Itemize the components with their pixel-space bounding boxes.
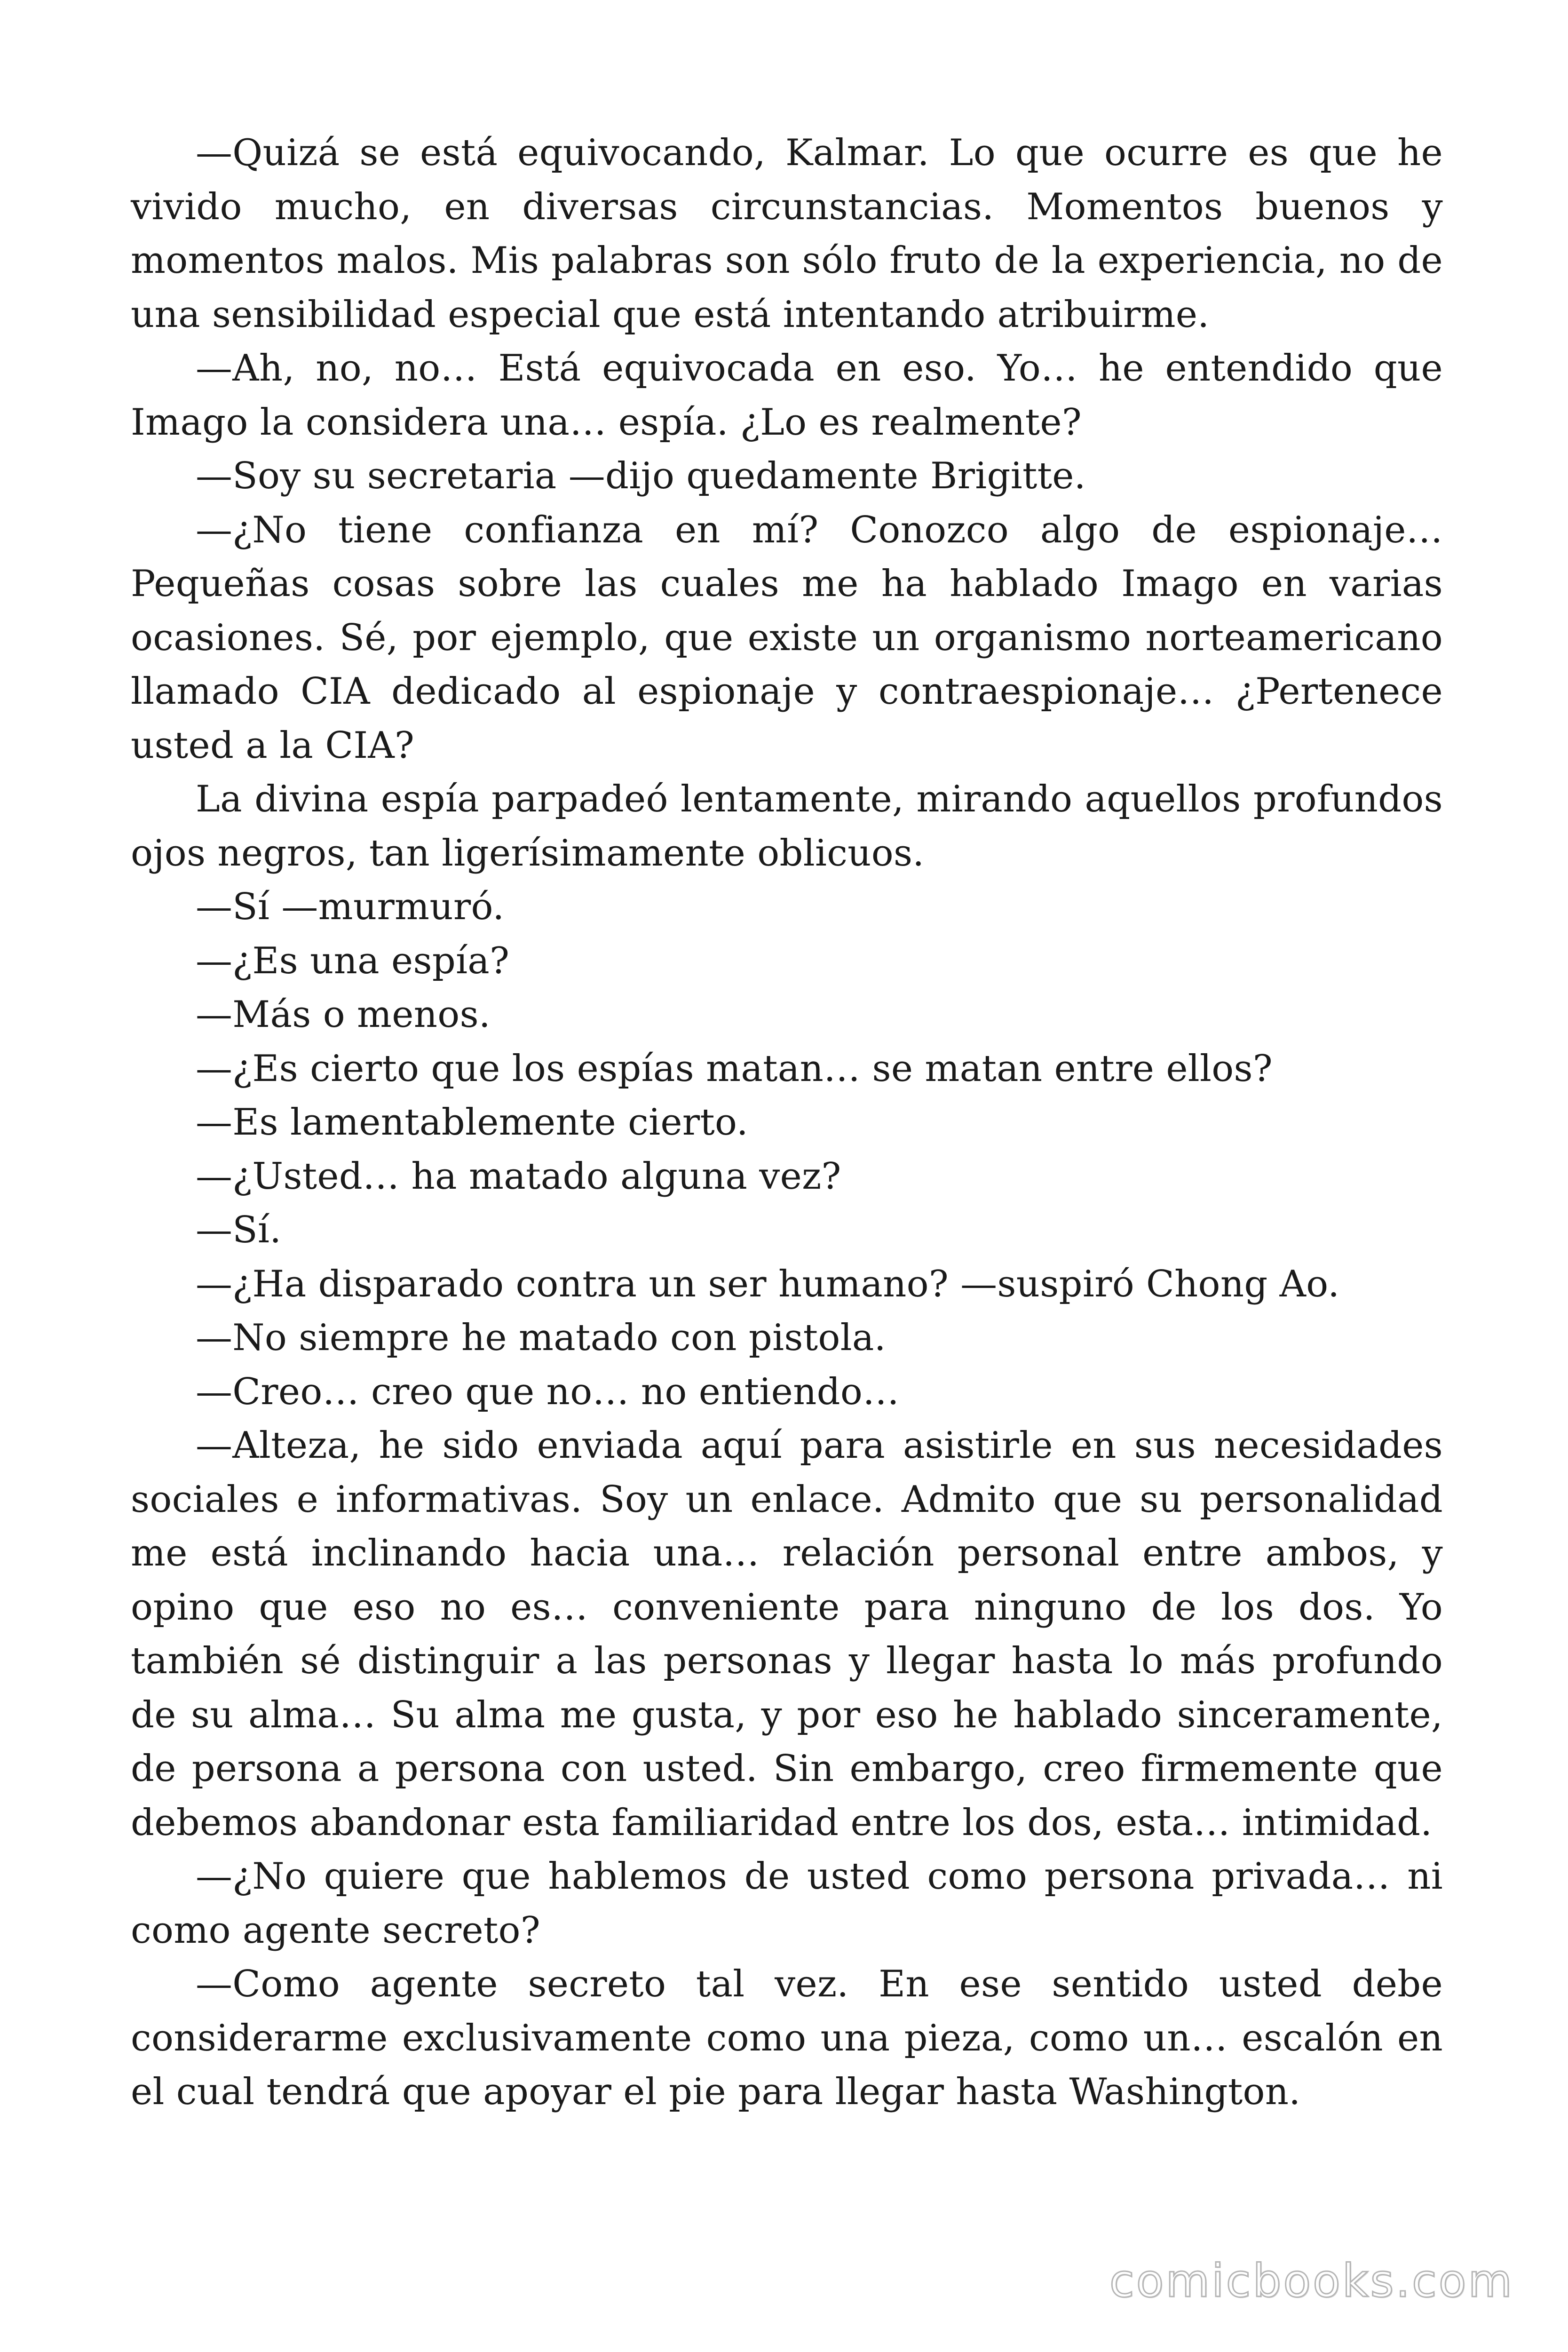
watermark: comicbooks.com bbox=[1109, 2255, 1514, 2307]
paragraph: —¿No quiere que hablemos de usted como persona privada… ni como agente secreto? bbox=[131, 1855, 1443, 1952]
paragraph: —Alteza, he sido enviada aquí para asistirle en sus necesidades sociales e informativas. Soy un enlace. Admito que su personalidad me está inclinando hacia una… relación personal entre ambos, y opino que eso no es… conveniente para ninguno de los dos. Yo también sé distinguir a las personas y llegar hasta lo más profundo de su alma… Su alma me gusta, y por eso he hablado sinceramente, de persona a persona con usted. Sin embargo, creo firmemente que debemos abandonar esta familiaridad entre los dos, esta… intimidad. bbox=[131, 1424, 1443, 1844]
paragraph: —¿No tiene confianza en mí? Conozco algo de espionaje… Pequeñas cosas sobre las cuales me ha hablado Imago en varias ocasiones. Sé, por ejemplo, que existe un organismo norteamericano llamado CIA dedicado al espionaje y contraespionaje… ¿Pertenece usted a la CIA? bbox=[131, 509, 1443, 767]
page-text bbox=[131, 126, 1443, 2119]
paragraph: —Quizá se está equivocando, Kalmar. Lo que ocurre es que he vivido mucho, en diversas circunstancias. Momentos buenos y momentos malos. Mis palabras son sólo fruto de la experiencia, no de una sensibilidad especial que está intentando atribuirme. bbox=[131, 132, 1443, 336]
paragraph: La divina espía parpadeó lentamente, mirando aquellos profundos ojos negros, tan ligerísimamente oblicuos. bbox=[131, 778, 1443, 874]
paragraph: —¿Ha disparado contra un ser humano? —suspiró Chong Ao. bbox=[196, 1263, 1340, 1305]
paragraph: —Soy su secretaria —dijo quedamente Brigitte. bbox=[196, 455, 1086, 497]
paragraph: —¿Es cierto que los espías matan… se matan entre ellos? bbox=[196, 1047, 1273, 1090]
paragraph: —No siempre he matado con pistola. bbox=[196, 1317, 886, 1359]
paragraph: —Sí. bbox=[196, 1209, 282, 1251]
paragraph: —¿Usted… ha matado alguna vez? bbox=[196, 1155, 841, 1198]
paragraph: —Sí —murmuró. bbox=[196, 886, 505, 928]
paragraph: —Ah, no, no… Está equivocada en eso. Yo… he entendido que Imago la considera una… espía. ¿Lo es realmente? bbox=[131, 347, 1443, 444]
paragraph: —Como agente secreto tal vez. En ese sentido usted debe considerarme exclusivamente como una pieza, como un… escalón en el cual tendrá que apoyar el pie para llegar hasta Washington. bbox=[131, 1963, 1443, 2113]
paragraph: —¿Es una espía? bbox=[196, 939, 510, 982]
paragraph: —Es lamentablemente cierto. bbox=[196, 1101, 749, 1144]
paragraph: —Más o menos. bbox=[196, 993, 491, 1036]
paragraph: —Creo… creo que no… no entiendo… bbox=[196, 1370, 900, 1413]
